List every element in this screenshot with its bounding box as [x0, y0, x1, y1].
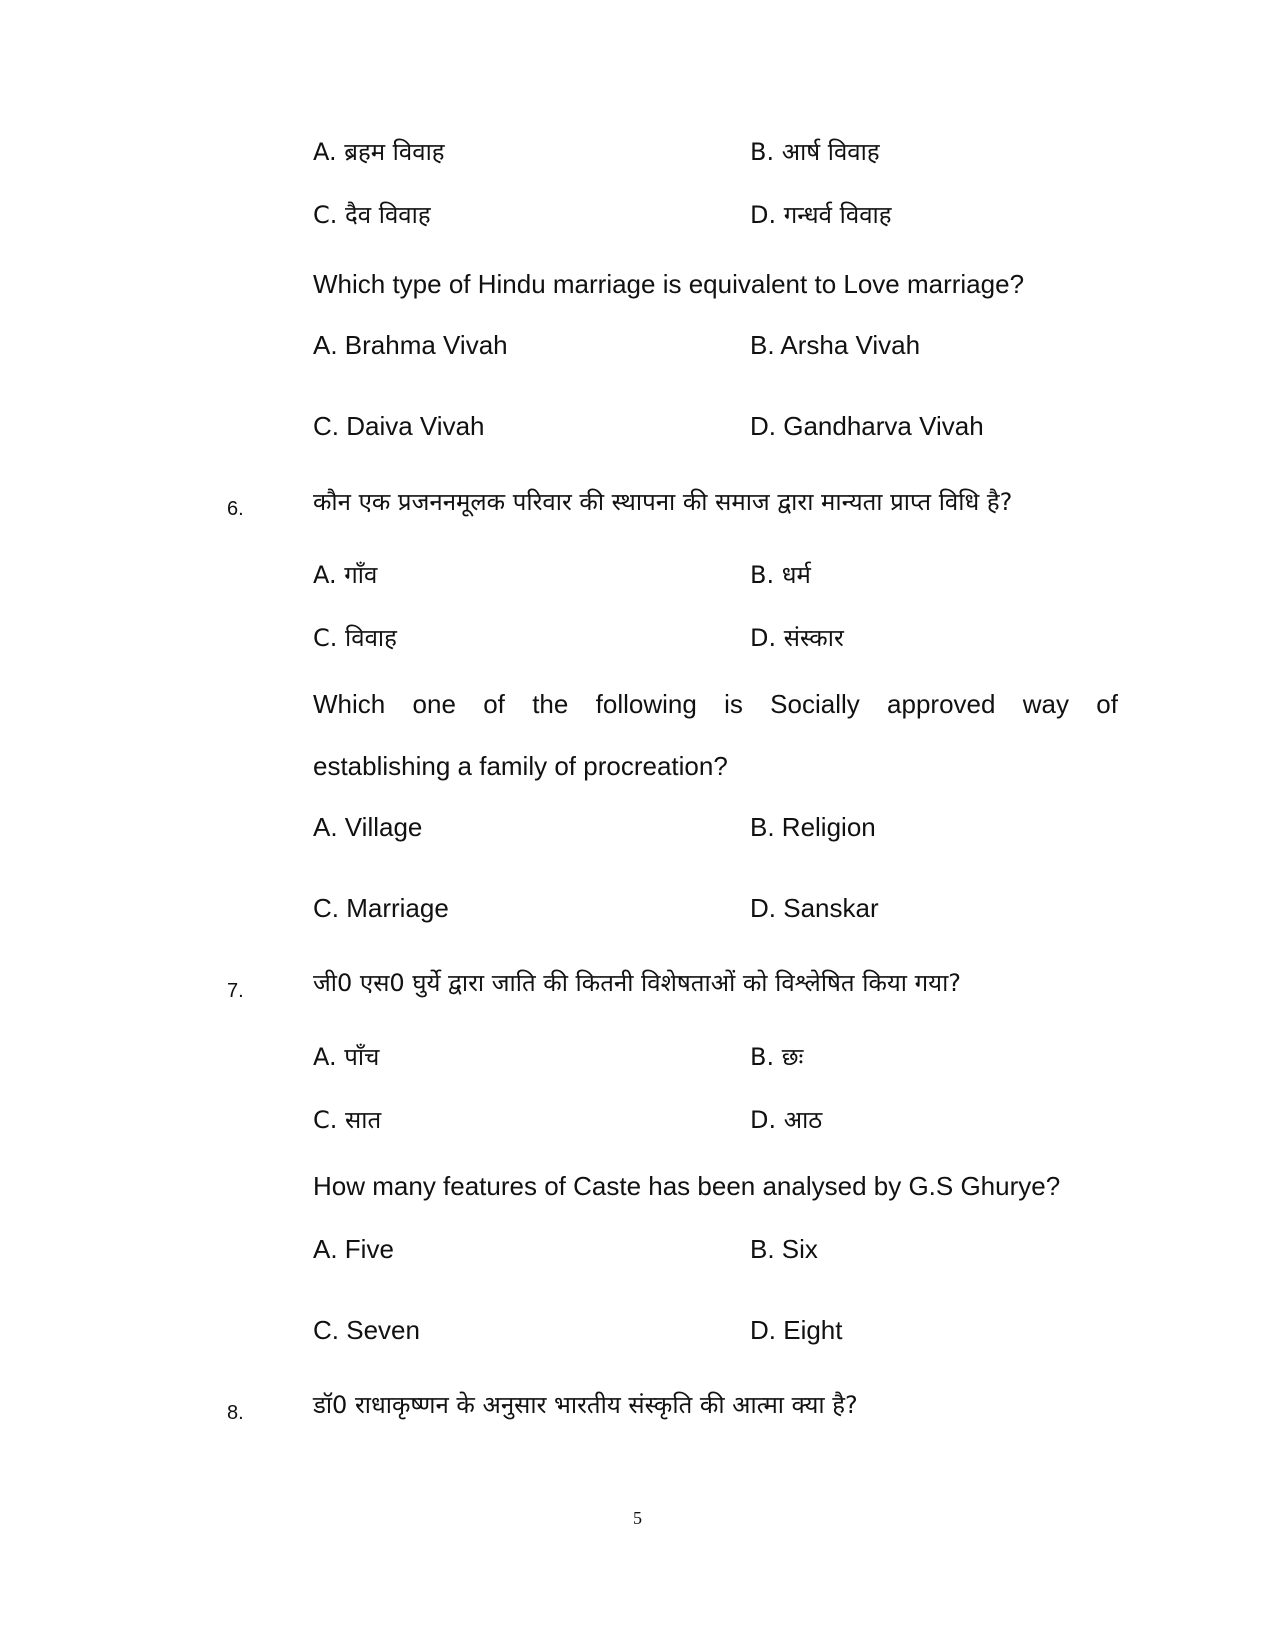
q5-option-b-en: B. Arsha Vivah [750, 330, 921, 360]
q7-option-c-hi: C. सात [313, 1106, 382, 1134]
q5-option-a-en: A. Brahma Vivah [313, 330, 508, 360]
q7-option-d-en: D. Eight [750, 1315, 843, 1345]
q7-options-hi-row1 [313, 1042, 1113, 1076]
q8-number: 8. [227, 1402, 244, 1424]
q5-option-d-en: D. Gandharva Vivah [750, 411, 984, 441]
q7-option-b-hi: B. छः [750, 1043, 804, 1071]
q5-question-en: Which type of Hindu marriage is equivalent to Love marriage? [313, 269, 1025, 299]
q6-options-en-row1 [313, 811, 1113, 845]
q8-question-hi: डॉ0 राधाकृष्णन के अनुसार भारतीय संस्कृति की आत्मा क्या है? [313, 1391, 858, 1419]
q6-option-d-hi: D. संस्कार [750, 624, 844, 652]
q6-options-hi-row2 [313, 623, 1113, 657]
q5-option-a-hi: A. ब्रहम विवाह [313, 138, 445, 166]
q7-option-d-hi: D. आठ [750, 1106, 823, 1134]
q5-option-c-hi: C. दैव विवाह [313, 201, 431, 229]
q7-question-hi: जी0 एस0 घुर्ये द्वारा जाति की कितनी विशेषताओं को विश्लेषित किया गया? [313, 969, 962, 997]
q5-options-en-row1 [313, 329, 1113, 363]
q7-options-hi-row2 [313, 1105, 1113, 1139]
q7-option-c-en: C. Seven [313, 1315, 420, 1345]
q5-options-en-row2 [313, 410, 1113, 444]
page-number: 5 [633, 1508, 642, 1528]
q6-options-en-row2 [313, 892, 1113, 926]
q6-number: 6. [227, 498, 244, 520]
q5-options-hi-row1 [313, 137, 1113, 171]
q7-question-en: How many features of Caste has been analysed by G.S Ghurye? [313, 1171, 1061, 1201]
q6-question-hi: कौन एक प्रजननमूलक परिवार की स्थापना की समाज द्वारा मान्यता प्राप्त विधि है? [313, 488, 1013, 516]
q5-options-hi-row2 [313, 200, 1113, 234]
q6-option-d-en: D. Sanskar [750, 893, 879, 923]
q7-option-b-en: B. Six [750, 1234, 818, 1264]
q6-option-c-hi: C. विवाह [313, 624, 397, 652]
q7-number: 7. [227, 980, 244, 1002]
q5-option-d-hi: D. गन्धर्व विवाह [750, 201, 892, 229]
q6-question-en-line1: Which one of the following is Socially approved way of [313, 689, 1118, 719]
q7-option-a-hi: A. पाँच [313, 1043, 380, 1071]
q6-option-a-en: A. Village [313, 812, 423, 842]
q6-option-a-hi: A. गाँव [313, 561, 378, 589]
q5-option-b-hi: B. आर्ष विवाह [750, 138, 880, 166]
q6-options-hi-row1 [313, 560, 1113, 594]
q6-option-c-en: C. Marriage [313, 893, 449, 923]
q7-options-en-row1 [313, 1233, 1113, 1267]
q5-option-c-en: C. Daiva Vivah [313, 411, 485, 441]
q7-option-a-en: A. Five [313, 1234, 394, 1264]
q7-options-en-row2 [313, 1314, 1113, 1348]
q6-option-b-hi: B. धर्म [750, 561, 811, 589]
q6-option-b-en: B. Religion [750, 812, 876, 842]
q6-question-en-line2: establishing a family of procreation? [313, 751, 728, 781]
